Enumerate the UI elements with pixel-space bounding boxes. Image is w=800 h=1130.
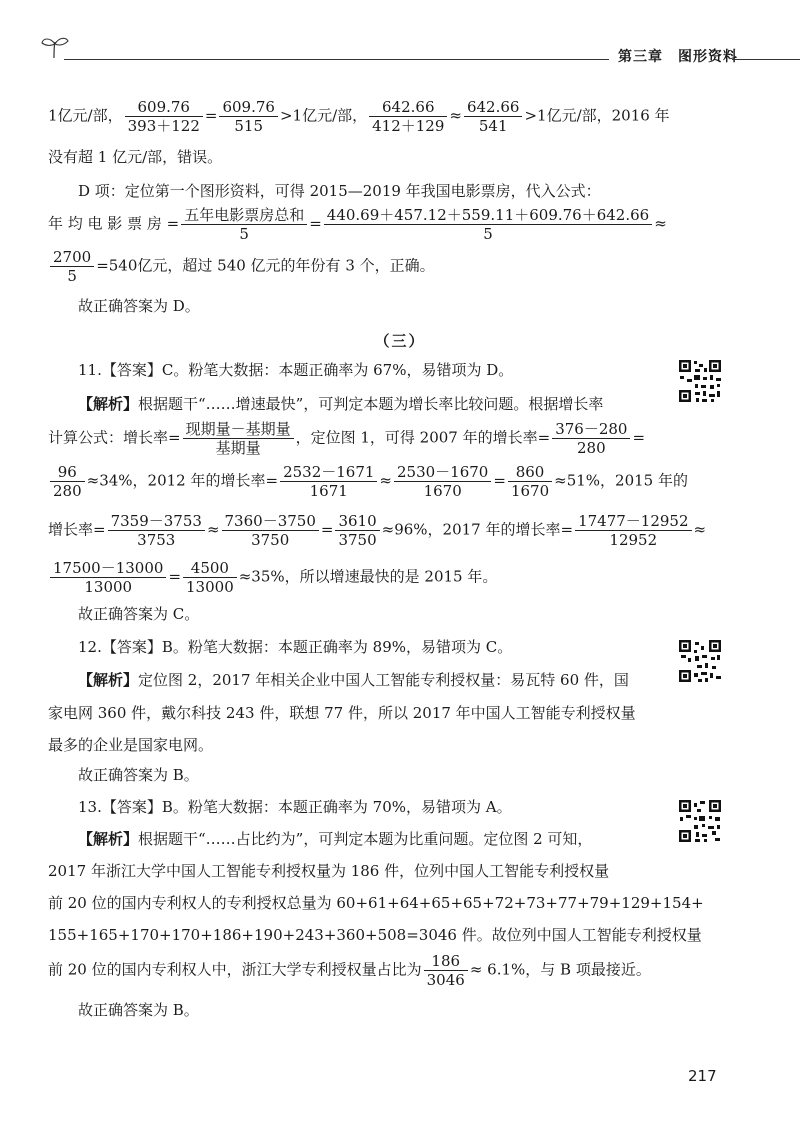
answer-heading: 12.【答案】B。粉笔大数据：本题正确率为 89%，易错项为 C。	[78, 638, 513, 656]
answer-line: 故正确答案为 B。	[78, 1001, 199, 1019]
fraction: $\frac{642.66}{541}$	[464, 98, 523, 135]
analysis-line: 【解析】定位图 2，2017 年相关企业中国人工智能专利授权量：易瓦特 60 件，国	[78, 671, 629, 689]
chapter-title: 第三章 图形资料	[618, 49, 738, 65]
fraction: $\frac{7359-3753}{3753}$	[108, 512, 205, 549]
text-line: D 项：定位第一个图形资料，可得 2015—2019 年我国电影票房，代入公式：	[78, 182, 601, 200]
text-line: 155+165+170+170+186+190+243+360+508=3046 件。故位列中国人工智能专利授权量	[48, 926, 702, 944]
text-line: 2017 年浙江大学中国人工智能专利授权量为 186 件，位列中国人工智能专利授权量	[48, 862, 610, 880]
running-header	[40, 40, 760, 70]
text-line: $\frac{96}{280}$ ≈34%，2012 年的增长率= $\frac{2532-1671}{1671}$ ≈ $\frac{2530-1670}{1670}$ = $\frac{860}{1670}$ ≈51%，2015 年的	[48, 463, 688, 500]
text-line: 最多的企业是国家电网。	[48, 736, 214, 754]
fraction: $\frac{\text{现期量－基期量}}{\text{基期量}}$	[183, 420, 294, 457]
fraction: $\frac{2532-1671}{1671}$	[280, 463, 377, 500]
analysis-line: 【解析】根据题干“……占比约为”，可判定本题为比重问题。定位图 2 可知，	[78, 830, 593, 848]
fraction: $\frac{186}{3046}$	[424, 952, 468, 989]
answer-line: 故正确答案为 B。	[78, 766, 199, 784]
text-line: 前 20 位的国内专利权人的专利授权总量为 60+61+64+65+65+72+73+77+79+129+154+	[48, 894, 704, 912]
fraction: $\frac{609.76}{515}$	[219, 98, 278, 135]
header-rule	[64, 59, 609, 60]
section-heading: （三）	[374, 332, 426, 350]
fraction: $\frac{7360-3750}{3750}$	[222, 512, 319, 549]
fraction: $\frac{3610}{3750}$	[335, 512, 379, 549]
page-number: 217	[688, 1067, 717, 1085]
fraction: $\frac{440.69+457.12+559.11+609.76+642.66}{5}$	[324, 206, 652, 243]
text-line: 计算公式：增长率= $\frac{\text{现期量－基期量}}{\text{基期量}}$ ，定位图 1，可得 2007 年的增长率= $\frac{376-280}{280}$ =	[48, 420, 646, 457]
qr-code-icon	[677, 358, 723, 404]
fraction: $\frac{642.66}{412+129}$	[369, 98, 447, 135]
fraction: $\frac{17477-12952}{12952}$	[575, 512, 691, 549]
fraction: $\frac{609.76}{393+122}$	[125, 98, 203, 135]
text-line: 增长率= $\frac{7359-3753}{3753}$ ≈ $\frac{7360-3750}{3750}$ = $\frac{3610}{3750}$ ≈96%，2017 年的增长率= $\frac{17477-12952}{12952}$ ≈	[48, 512, 707, 549]
text-line: 没有超 1 亿元/部，错误。	[48, 148, 223, 166]
text-line: $\frac{17500-13000}{13000}$ = $\frac{4500}{13000}$ ≈35%，所以增速最快的是 2015 年。	[48, 559, 497, 596]
fraction: $\frac{2700}{5}$	[50, 248, 94, 285]
text-line: $\frac{2700}{5}$ =540亿元，超过 540 亿元的年份有 3 个，正确。	[48, 248, 435, 285]
fraction: $\frac{860}{1670}$	[508, 463, 552, 500]
text-line: 家电网 360 件，戴尔科技 243 件，联想 77 件，所以 2017 年中国人工智能专利授权量	[48, 704, 636, 722]
fraction: $\frac{96}{280}$	[50, 463, 85, 500]
text-line: 年 均 电 影 票 房 = $\frac{\text{五年电影票房总和}}{5}$ = $\frac{440.69+457.12+559.11+609.76+642.66}{5}$ ≈	[48, 206, 667, 243]
qr-code-icon	[677, 638, 723, 684]
fraction: $\frac{4500}{13000}$	[183, 559, 237, 596]
header-rule	[732, 59, 800, 60]
analysis-line: 【解析】根据题干“……增速最快”，可判定本题为增长率比较问题。根据增长率	[78, 395, 604, 413]
answer-heading: 11.【答案】C。粉笔大数据：本题正确率为 67%，易错项为 D。	[78, 361, 514, 379]
text-line: 1亿元/部， $\frac{609.76}{393+122}$ = $\frac{609.76}{515}$ >1亿元/部， $\frac{642.66}{412+129}$ ≈ $\frac{642.66}{541}$ >1亿元/部，2016 年	[48, 98, 670, 135]
sprout-leaf-icon	[40, 34, 70, 60]
fraction: $\frac{2530-1670}{1670}$	[394, 463, 491, 500]
fraction: $\frac{\text{五年电影票房总和}}{5}$	[181, 206, 307, 243]
answer-line: 故正确答案为 C。	[78, 605, 200, 623]
fraction: $\frac{376-280}{280}$	[552, 420, 630, 457]
answer-line: 故正确答案为 D。	[78, 297, 200, 315]
text-line: 前 20 位的国内专利权人中，浙江大学专利授权量占比为 $\frac{186}{3046}$ ≈ 6.1%，与 B 项最接近。	[48, 952, 651, 989]
fraction: $\frac{17500-13000}{13000}$	[50, 559, 166, 596]
answer-heading: 13.【答案】B。粉笔大数据：本题正确率为 70%，易错项为 A。	[78, 798, 512, 816]
qr-code-icon	[677, 798, 723, 844]
